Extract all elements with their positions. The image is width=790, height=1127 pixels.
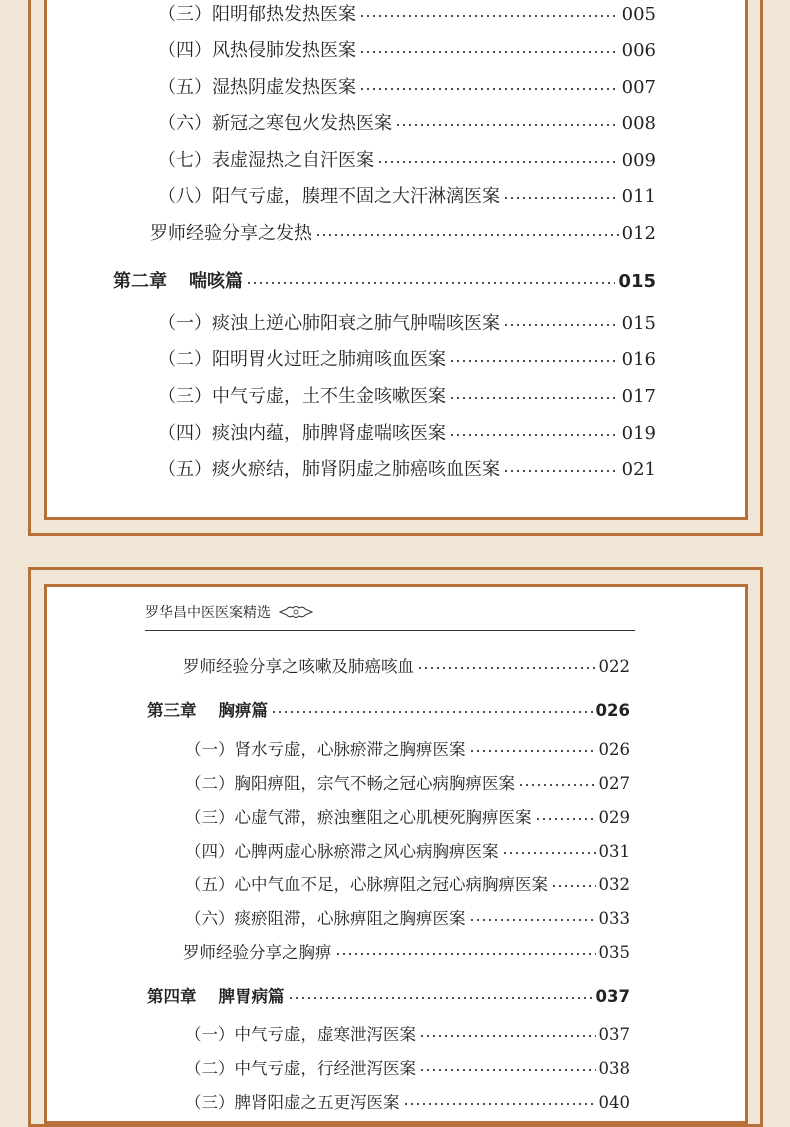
entry-title: （一）中气亏虚，虚寒泄泻医案: [185, 1025, 416, 1044]
page-number: 031: [598, 842, 630, 861]
dot-leader: [518, 783, 596, 787]
toc-entry: [158, 182, 656, 206]
dot-leader: [449, 433, 619, 437]
dot-leader: [359, 87, 619, 91]
page-number: 032: [598, 875, 630, 894]
entry-title: 胸痹篇: [218, 701, 268, 720]
page-number: 040: [598, 1093, 630, 1112]
toc-entry: [185, 1089, 630, 1111]
entry-title: （五）心中气血不足，心脉痹阻之冠心病胸痹医案: [185, 875, 548, 894]
page-number: 027: [598, 774, 630, 793]
dot-leader: [449, 359, 619, 363]
entry-title: 脾胃病篇: [218, 987, 285, 1006]
entry-title: （三）脾肾阳虚之五更泻医案: [185, 1093, 400, 1112]
toc-summary-entry: [183, 653, 630, 675]
dot-leader: [395, 123, 619, 127]
toc-entry: [185, 905, 630, 927]
page-number: 021: [621, 459, 656, 480]
header-rule: [145, 630, 635, 631]
dot-leader: [359, 50, 619, 54]
page-number: 019: [621, 423, 656, 444]
toc-chapter-entry: [113, 267, 656, 291]
entry-title: （二）胸阳痹阻，宗气不畅之冠心病胸痹医案: [185, 774, 515, 793]
running-header: [145, 602, 313, 622]
entry-title: （一）肾水亏虚，心脉瘀滞之胸痹医案: [185, 740, 466, 759]
page-number: 006: [621, 40, 656, 61]
page-number: 009: [621, 150, 656, 171]
toc-entry: [158, 455, 656, 479]
page-number: 015: [618, 271, 656, 292]
dot-leader: [288, 996, 593, 1000]
page-number: 005: [621, 4, 656, 25]
toc-entry: [158, 0, 656, 24]
book-title: 罗华昌中医医案精选: [145, 605, 271, 621]
entry-title: （三）中气亏虚，土不生金咳嗽医案: [158, 386, 446, 407]
dot-leader: [449, 396, 619, 400]
page-number: 012: [621, 223, 656, 244]
entry-title: （五）痰火瘀结，肺肾阴虚之肺癌咳血医案: [158, 459, 500, 480]
toc-entry: [158, 382, 656, 406]
toc-entry: [158, 309, 656, 333]
page-number: 011: [621, 186, 656, 207]
toc-entry: [158, 419, 656, 443]
entry-title: 罗师经验分享之发热: [150, 223, 312, 244]
page-number: 037: [595, 987, 630, 1006]
chapter-number: 第三章: [147, 701, 197, 720]
toc-entry: [158, 345, 656, 369]
toc-entry: [185, 838, 630, 860]
dot-leader: [359, 14, 619, 18]
dot-leader: [271, 710, 593, 714]
page-number: 026: [595, 701, 630, 720]
page-number: 033: [598, 909, 630, 928]
entry-title: （八）阳气亏虚，腠理不固之大汗淋漓医案: [158, 186, 500, 207]
toc-entry: [158, 73, 656, 97]
toc-chapter-entry: [147, 697, 630, 719]
toc-summary-entry: [150, 219, 656, 243]
page-number: 007: [621, 77, 656, 98]
dot-leader: [502, 851, 596, 855]
toc-entry: [185, 1055, 630, 1077]
page-number: 026: [598, 740, 630, 759]
entry-title: （六）痰瘀阻滞，心脉痹阻之胸痹医案: [185, 909, 466, 928]
dot-leader: [419, 1034, 596, 1038]
page-number: 029: [598, 808, 630, 827]
entry-title: 罗师经验分享之咳嗽及肺癌咳血: [183, 657, 414, 676]
entry-title: （六）新冠之寒包火发热医案: [158, 113, 392, 134]
entry-title: （四）痰浊内蕴，肺脾肾虚喘咳医案: [158, 423, 446, 444]
toc-summary-entry: [183, 939, 630, 961]
toc-chapter-entry: [147, 983, 630, 1005]
page-number: 008: [621, 113, 656, 134]
toc-entry: [185, 871, 630, 893]
entry-title: （一）痰浊上逆心肺阳衰之肺气肿喘咳医案: [158, 313, 500, 334]
entry-title: （三）心虚气滞，瘀浊壅阻之心肌梗死胸痹医案: [185, 808, 532, 827]
entry-title: 喘咳篇: [189, 271, 243, 292]
entry-title: （二）中气亏虚，行经泄泻医案: [185, 1059, 416, 1078]
page-number: 037: [598, 1025, 630, 1044]
dot-leader: [503, 469, 619, 473]
dot-leader: [403, 1102, 596, 1106]
dot-leader: [246, 281, 615, 285]
toc-entry: [185, 736, 630, 758]
entry-title: （七）表虚湿热之自汗医案: [158, 150, 374, 171]
dot-leader: [335, 952, 596, 956]
toc-entry: [158, 146, 656, 170]
toc-entry: [185, 1021, 630, 1043]
page-number: 017: [621, 386, 656, 407]
toc-entry: [185, 804, 630, 826]
dot-leader: [503, 323, 619, 327]
entry-title: （三）阳明郁热发热医案: [158, 4, 356, 25]
dot-leader: [469, 749, 596, 753]
chapter-number: 第二章: [113, 271, 167, 292]
dot-leader: [417, 666, 596, 670]
page-number: 015: [621, 313, 656, 334]
page-number: 022: [598, 657, 630, 676]
dot-leader: [377, 160, 619, 164]
chapter-number: 第四章: [147, 987, 197, 1006]
entry-title: （四）心脾两虚心脉瘀滞之风心病胸痹医案: [185, 842, 499, 861]
dot-leader: [315, 233, 619, 237]
cloud-ornament-icon: [279, 605, 313, 619]
toc-entry: [158, 36, 656, 60]
page-number: 016: [621, 349, 656, 370]
entry-title: （四）风热侵肺发热医案: [158, 40, 356, 61]
dot-leader: [535, 817, 596, 821]
dot-leader: [503, 196, 619, 200]
entry-title: 罗师经验分享之胸痹: [183, 943, 332, 962]
dot-leader: [551, 884, 596, 888]
page-number: 038: [598, 1059, 630, 1078]
dot-leader: [469, 918, 596, 922]
entry-title: （五）湿热阴虚发热医案: [158, 77, 356, 98]
dot-leader: [419, 1068, 596, 1072]
toc-entry: [158, 109, 656, 133]
page-number: 035: [598, 943, 630, 962]
entry-title: （二）阳明胃火过旺之肺痈咳血医案: [158, 349, 446, 370]
toc-entry: [185, 770, 630, 792]
